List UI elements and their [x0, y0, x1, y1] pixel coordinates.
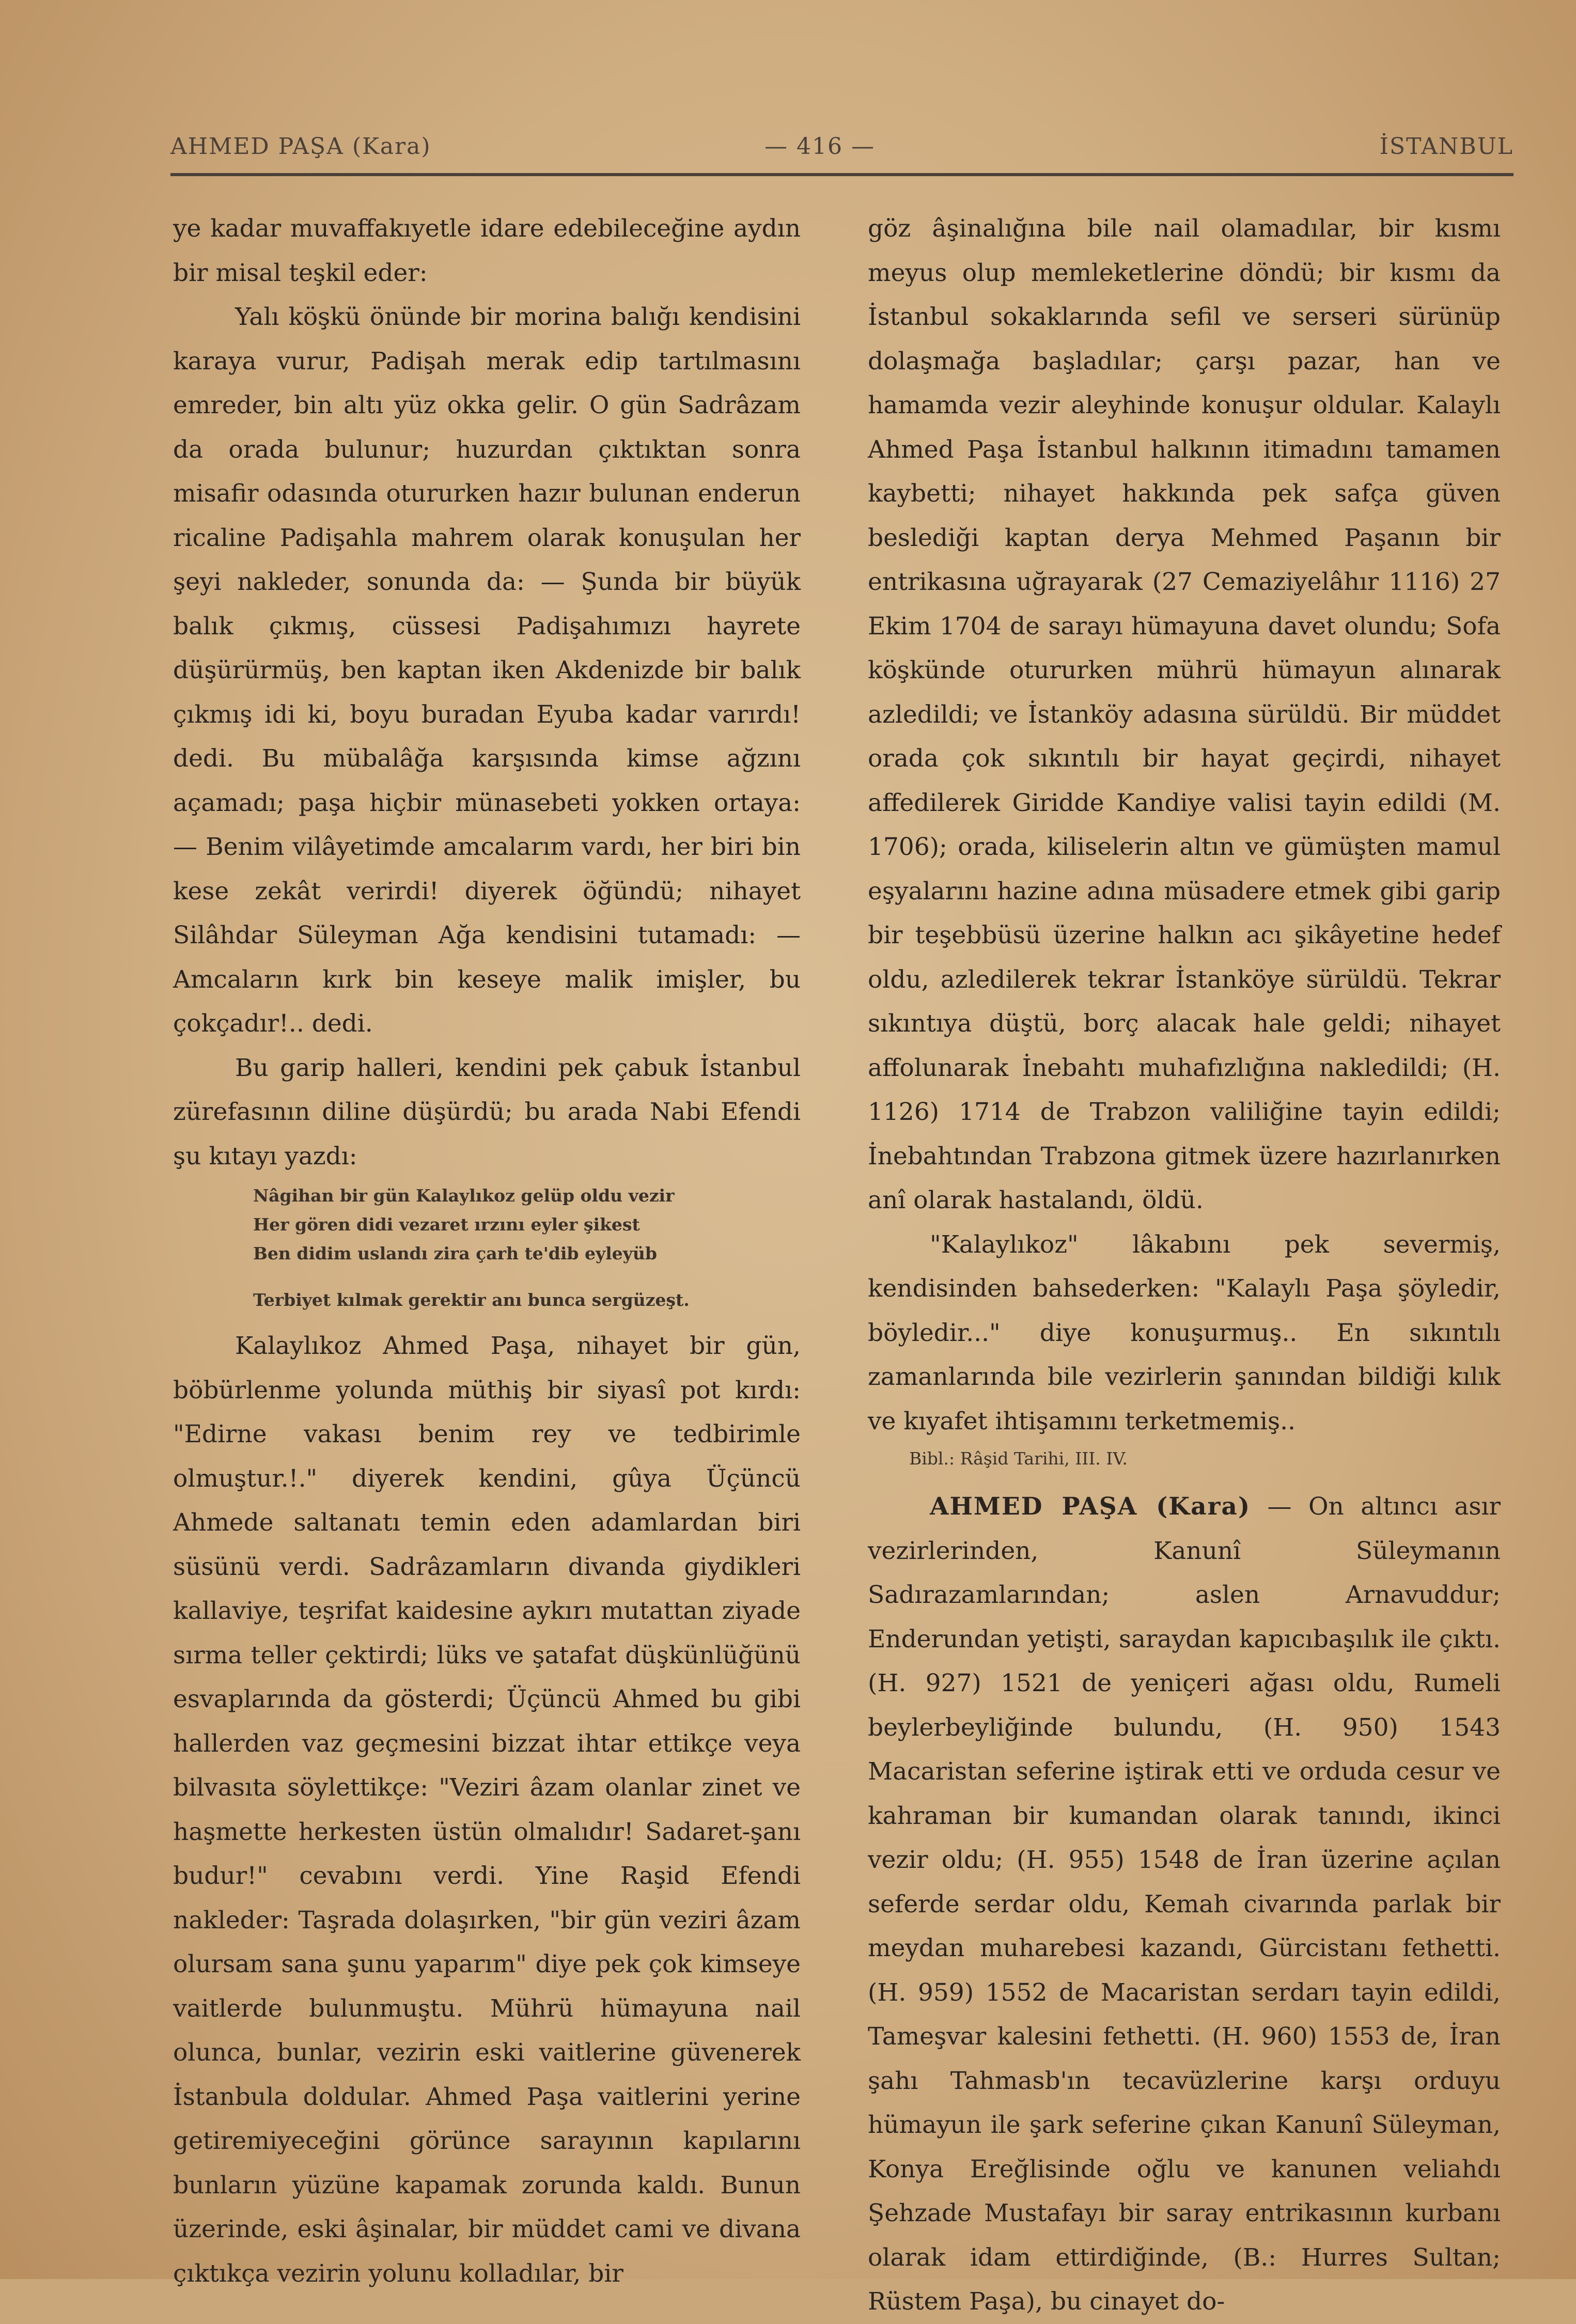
header-rule — [170, 173, 1513, 176]
paragraph: Kalaylıkoz Ahmed Paşa, nihayet bir gün, böbürlenme yolunda müthiş bir siyasî pot kırdı: "Edirne vakası benim rey ve tedbirimle olmuştur.!." diyerek kendini, gûya Üçüncü Ahmede saltanatı temin eden adamlardan biri süsünü verdi. Sadrâzamların divanda giydikleri kallaviye, teşrifat kaidesine aykırı mutattan ziyade sırma teller çektirdi; lüks ve şatafat düşkünlüğünü esvaplarında da gösterdi; Üçüncü Ahmed bu gibi hallerden vaz geçmesini bizzat ihtar ettikçe veya bilvasıta söylettikçe: "Veziri âzam olanlar zinet ve haşmette herkesten üstün olmalıdır! Sadaret-şanı budur!" cevabını verdi. Yine Raşid Efendi nakleder: Taşrada dolaşırken, "bir gün veziri âzam olursam sana şunu yaparım" diye pek çok kimseye vaitlerde bulunmuştu. Mührü hümayuna nail olunca, bunlar, vezirin eski vaitlerine güvenerek İstanbula doldular. Ahmed Paşa vaitlerini yerine getiremiyeceğini görünce sarayının kapılarını bunların yüzüne kapamak zorunda kaldı. Bunun üzerinde, eski âşinalar, bir müddet cami ve divana çıktıkça vezirin yolunu kolladılar, bir — [173, 1332, 801, 2288]
page-number: — 416 — — [764, 133, 875, 160]
bibliography: Bibl.: Râşid Tarihi, III. IV. — [909, 1448, 1128, 1469]
poem-line: Terbiyet kılmak gerektir anı bunca sergüzeşt. — [253, 1290, 690, 1310]
right-column — [868, 207, 1501, 2324]
header-left: AHMED PAŞA (Kara) — [170, 133, 431, 160]
entry-paragraph — [868, 1485, 1501, 2324]
left-column — [173, 207, 801, 2296]
entry-text: — On altıncı asır vezirlerinden, Kanunî Süleymanın Sadırazamlarından; aslen Arnavuddur; Enderundan yetişti, saraydan kapıcıbaşılık ile çıktı. (H. 927) 1521 de yeniçeri ağası oldu, Rumeli beylerbeyliğinde bulundu, (H. 950) 1543 Macaristan seferine iştirak etti ve orduda cesur ve kahraman bir kumandan olarak tanındı, ikinci vezir oldu; (H. 955) 1548 de İran üzerine açılan seferde serdar oldu, Kemah civarında parlak bir meydan muharebesi kazandı, Gürcistanı fethetti. (H. 959) 1552 de Macaristan serdarı tayin edildi, Tameşvar kalesini fethetti. (H. 960) 1553 de, İran şahı Tahmasb'ın tecavüzlerine karşı orduyu hümayun ile şark seferine çıkan Kanunî Süleyman, Konya Ereğlisinde oğlu ve kanunen veliahdı Şehzade Mustafayı bir saray entrikasının kurbanı olarak idam ettirdiğinde, (B.: Hurres Sultan; Rüstem Paşa), bu cinayet do- — [868, 1492, 1501, 2316]
header-right: İSTANBUL — [1379, 133, 1513, 160]
poem-line: Her gören didi vezaret ırzını eyler şikest — [253, 1214, 640, 1235]
poem-line: Ben didim uslandı zira çarh te'dib eyleyüb — [253, 1243, 657, 1264]
paragraph: "Kalaylıkoz" lâkabını pek severmiş, kendisinden bahsederken: "Kalaylı Paşa şöyledir, böyledir..." diye konuşurmuş.. En sıkıntılı zamanlarında bile vezirlerin şanından bildiği kılık ve kıyafet ihtişamını terketmemiş.. — [868, 1230, 1501, 1436]
poem — [253, 1181, 801, 1315]
paragraph: göz âşinalığına bile nail olamadılar, bir kısmı meyus olup memleketlerine döndü; bir kısmı da İstanbul sokaklarında sefil ve serseri sürünüp dolaşmağa başladılar; çarşı pazar, han ve hamamda vezir aleyhinde konuşur oldular. Kalaylı Ahmed Paşa İstanbul halkının itimadını tamamen kaybetti; nihayet hakkında pek safça güven beslediği kaptan derya Mehmed Paşanın bir entrikasına uğrayarak (27 Cemaziyelâhır 1116) 27 Ekim 1704 de sarayı hümayuna davet olundu; Sofa köşkünde otururken mührü hümayun alınarak azledildi; ve İstanköy adasına sürüldü. Bir müddet orada çok sıkıntılı bir hayat geçirdi, nihayet affedilerek Giridde Kandiye valisi tayin edildi (M. 1706); orada, kiliselerin altın ve gümüşten mamul eşyalarını hazine adına müsadere etmek gibi garip bir teşebbüsü üzerine halkın acı şikâyetine hedef oldu, azledilerek tekrar İstanköye sürüldü. Tekrar sıkıntıya düştü, borç alacak hale geldi; nihayet affolunarak İnebahtı muhafızlığına nakledildi; (H. 1126) 1714 de Trabzon valiliğine tayin edildi; İnebahtından Trabzona gitmek üzere hazırlanırken anî olarak hastalandı, öldü. — [868, 214, 1501, 1214]
paragraph: Yalı köşkü önünde bir morina balığı kendisini karaya vurur, Padişah merak edip tartılmasını emreder, bin altı yüz okka gelir. O gün Sadrâzam da orada bulunur; huzurdan çıktıktan sonra misafir odasında otururken hazır bulunan enderun ricaline Padişahla mahrem olarak konuşulan her şeyi nakleder, sonunda da: — Şunda bir büyük balık çıkmış, cüssesi Padişahımızı hayrete düşürürmüş, ben kaptan iken Akdenizde bir balık çıkmış idi ki, boyu buradan Eyuba kadar varırdı! dedi. Bu mübalâğa karşısında kimse ağzını açamadı; paşa hiçbir münasebeti yokken ortaya: — Benim vilâyetimde amcalarım vardı, her biri bin kese zekât verirdi! diyerek öğündü; nihayet Silâhdar Süleyman Ağa kendisini tutamadı: — Amcaların kırk bin keseye malik imişler, bu çokçadır!.. dedi. — [173, 303, 801, 1038]
paragraph: ye kadar muvaffakıyetle idare edebileceğine aydın bir misal teşkil eder: — [173, 214, 801, 287]
running-header — [170, 128, 1513, 169]
paragraph: Bu garip halleri, kendini pek çabuk İstanbul zürefasının diline düşürdü; bu arada Nabi Efendi şu kıtayı yazdı: — [173, 1053, 801, 1171]
entry-title: AHMED PAŞA (Kara) — [930, 1492, 1251, 1521]
poem-line: Nâgihan bir gün Kalaylıkoz gelüp oldu vezir — [253, 1186, 675, 1206]
